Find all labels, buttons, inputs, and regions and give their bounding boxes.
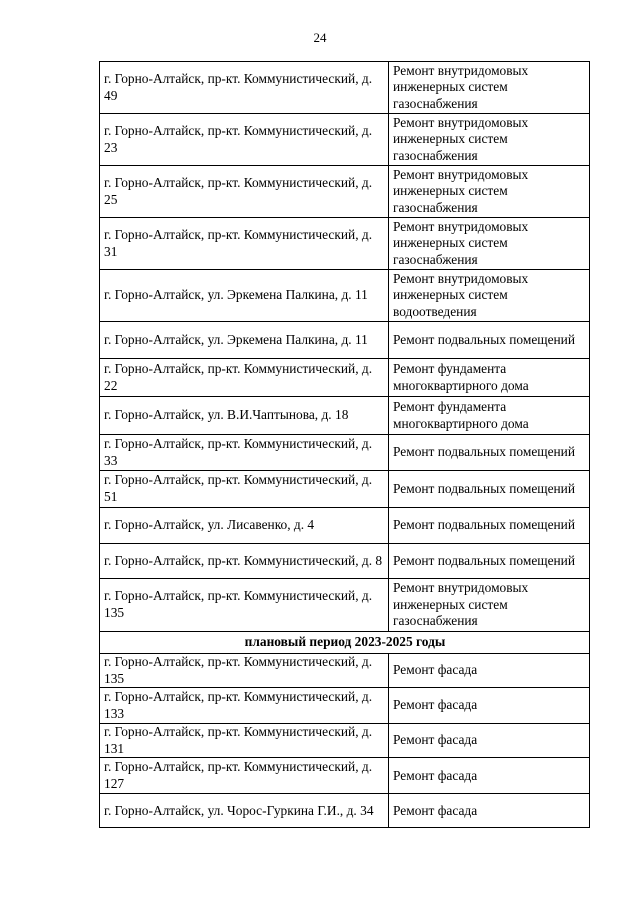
work-cell: Ремонт внутридомовых инженерных систем газоснабжения — [389, 166, 590, 218]
work-cell: Ремонт внутридомовых инженерных систем газоснабжения — [389, 579, 590, 632]
address-cell: г. Горно-Алтайск, ул. Эркемена Палкина, д. 11 — [100, 270, 389, 322]
work-cell: Ремонт фасада — [389, 688, 590, 724]
address-cell: г. Горно-Алтайск, пр-кт. Коммунистический, д. 135 — [100, 579, 389, 632]
table-row — [100, 114, 590, 166]
work-cell: Ремонт внутридомовых инженерных систем газоснабжения — [389, 114, 590, 166]
table-row — [100, 322, 590, 359]
work-cell: Ремонт подвальных помещений — [389, 322, 590, 359]
address-cell: г. Горно-Алтайск, пр-кт. Коммунистический, д. 23 — [100, 114, 389, 166]
work-cell: Ремонт фасада — [389, 724, 590, 758]
work-cell: Ремонт фасада — [389, 654, 590, 688]
work-cell: Ремонт подвальных помещений — [389, 471, 590, 508]
table-row — [100, 359, 590, 397]
work-cell: Ремонт подвальных помещений — [389, 435, 590, 471]
address-cell: г. Горно-Алтайск, ул. Эркемена Палкина, д. 11 — [100, 322, 389, 359]
work-cell: Ремонт фасада — [389, 758, 590, 794]
table-row — [100, 435, 590, 471]
address-cell: г. Горно-Алтайск, пр-кт. Коммунистический, д. 8 — [100, 544, 389, 579]
address-cell: г. Горно-Алтайск, пр-кт. Коммунистический, д. 22 — [100, 359, 389, 397]
address-cell: г. Горно-Алтайск, ул. Чорос-Гуркина Г.И., д. 34 — [100, 794, 389, 828]
period-heading-row — [100, 632, 590, 654]
table-row — [100, 794, 590, 828]
table-row — [100, 471, 590, 508]
table-row — [100, 270, 590, 322]
work-cell: Ремонт фасада — [389, 794, 590, 828]
address-cell: г. Горно-Алтайск, ул. Лисавенко, д. 4 — [100, 508, 389, 544]
table-row — [100, 654, 590, 688]
period-heading: плановый период 2023-2025 годы — [100, 632, 590, 654]
address-cell: г. Горно-Алтайск, пр-кт. Коммунистический, д. 31 — [100, 218, 389, 270]
address-cell: г. Горно-Алтайск, пр-кт. Коммунистический, д. 49 — [100, 62, 389, 114]
work-cell: Ремонт подвальных помещений — [389, 508, 590, 544]
table-row — [100, 166, 590, 218]
work-cell: Ремонт внутридомовых инженерных систем газоснабжения — [389, 62, 590, 114]
address-cell: г. Горно-Алтайск, пр-кт. Коммунистический, д. 25 — [100, 166, 389, 218]
table-row — [100, 688, 590, 724]
page-number: 24 — [313, 30, 327, 45]
work-cell: Ремонт фундамента многоквартирного дома — [389, 397, 590, 435]
address-cell: г. Горно-Алтайск, пр-кт. Коммунистический, д. 51 — [100, 471, 389, 508]
work-cell: Ремонт внутридомовых инженерных систем газоснабжения — [389, 218, 590, 270]
address-cell: г. Горно-Алтайск, пр-кт. Коммунистический, д. 133 — [100, 688, 389, 724]
table-row — [100, 579, 590, 632]
address-cell: г. Горно-Алтайск, пр-кт. Коммунистический, д. 33 — [100, 435, 389, 471]
address-cell: г. Горно-Алтайск, ул. В.И.Чаптынова, д. 18 — [100, 397, 389, 435]
table-row — [100, 758, 590, 794]
table-row — [100, 724, 590, 758]
address-cell: г. Горно-Алтайск, пр-кт. Коммунистический, д. 127 — [100, 758, 389, 794]
table-row — [100, 62, 590, 114]
address-cell: г. Горно-Алтайск, пр-кт. Коммунистический, д. 131 — [100, 724, 389, 758]
table-row — [100, 218, 590, 270]
table-row — [100, 508, 590, 544]
work-cell: Ремонт подвальных помещений — [389, 544, 590, 579]
table-row — [100, 397, 590, 435]
repair-works-table — [99, 61, 590, 828]
work-cell: Ремонт фундамента многоквартирного дома — [389, 359, 590, 397]
work-cell: Ремонт внутридомовых инженерных систем водоотведения — [389, 270, 590, 322]
table-row — [100, 544, 590, 579]
address-cell: г. Горно-Алтайск, пр-кт. Коммунистический, д. 135 — [100, 654, 389, 688]
